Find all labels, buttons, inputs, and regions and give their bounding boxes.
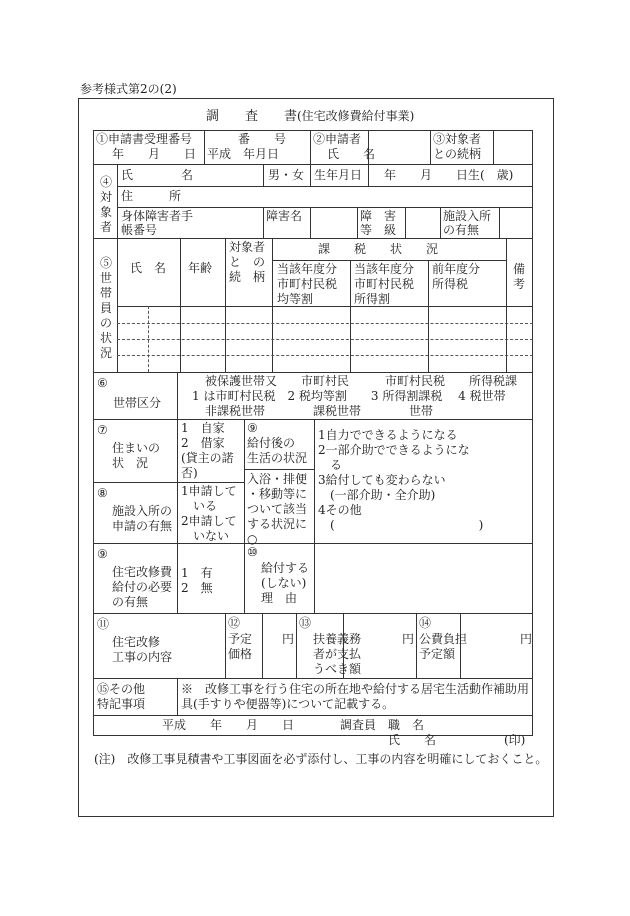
category-line-1: 被保護世帯又 市町村民 市町村民税 所得税課 xyxy=(205,374,518,388)
housing-status-options: 1 自家 2 借家 (貸主の諾 否) xyxy=(181,421,234,480)
investigator-title-label: 調査員 職 名 xyxy=(340,718,425,732)
grade-label: 障 害 xyxy=(360,209,397,223)
tax-equal-share-label: 当該年度分 市町村民税 均等割 xyxy=(277,262,338,306)
category-line-2: 1 は市町村民税 2 税均等割 3 所得割課税 4 税世帯 xyxy=(192,389,506,403)
sign-date: 平成 年 月 日 xyxy=(162,718,295,732)
disability-name-label: 障害名 xyxy=(266,209,303,223)
gender-label: 男・女 xyxy=(268,168,305,182)
age-label: 年齢 xyxy=(188,261,213,275)
handbook-label-2: 帳番号 xyxy=(121,223,158,237)
facility-label: 施設入所 xyxy=(443,209,492,223)
facility-label-2: の有無 xyxy=(443,223,480,237)
applicant-label: ②申請者 xyxy=(313,132,362,146)
post-benefit-living-label: 給付後の 生活の状況 xyxy=(247,436,308,465)
renovation-need-label: 住宅改修費 給付の必要 の有無 xyxy=(112,565,173,609)
special-notes-text: ※ 改修工事を行う住宅の所在地や給付する居宅生活動作補助用 具(手すりや便器等)について記載する。 xyxy=(181,682,530,711)
birth-date-label: 年 月 日生( 歳) xyxy=(384,168,514,182)
prior-income-tax-label: 前年度分 所得税 xyxy=(432,262,481,291)
planned-price-label: 予定 価格 xyxy=(228,632,253,661)
household-members-label: ⑤世帯員の状況 xyxy=(99,256,112,360)
relation-label: ③対象者 xyxy=(433,132,482,146)
facility-application-options: 1申請して いる 2申請して いない xyxy=(181,484,237,543)
heisei-date-label: 平成 年月日 xyxy=(207,147,280,161)
remarks-label: 備考 xyxy=(512,262,525,291)
support-yen-unit: 円 xyxy=(402,632,415,646)
facility-application-label: 施設入所の 申請の有無 xyxy=(112,504,173,533)
household-category-label: 世帯区分 xyxy=(113,396,162,410)
member-name-label: 氏 名 xyxy=(130,261,167,275)
renovation-content-label: 住宅改修 工事の内容 xyxy=(112,635,173,664)
post-benefit-living-options: 1自力でできるようになる 2一部介助でできるようにな る 3給付しても変わらない (一部介助・全介助) 4その他 ( ) xyxy=(318,428,484,532)
relation-to-target-label: 対象者と の続 柄 xyxy=(229,240,266,284)
section13-number: ⑬ xyxy=(299,616,312,630)
address-label: 住 所 xyxy=(121,189,182,203)
post-benefit-living-desc: 入浴・排便 ・移動等に ついて該当 する状況に ○ xyxy=(247,472,308,546)
birth-label: 生年月日 xyxy=(314,168,363,182)
target-person-label: ④対象者 xyxy=(99,175,112,234)
public-burden-label: 公費負担 予定額 xyxy=(419,632,468,661)
section7-number: ⑦ xyxy=(97,423,108,437)
form-title: 調 査 書 xyxy=(206,109,298,124)
investigator-name-label: 氏 名 xyxy=(388,733,437,747)
receipt-number-label: ①申請書受理番号 xyxy=(96,132,193,146)
section10-number: ⑩ xyxy=(247,545,258,559)
tax-income-share-label: 当該年度分 市町村民税 所得割 xyxy=(354,262,415,306)
category-line-3: 非課税世帯 課税世帯 世帯 xyxy=(205,404,434,418)
grade-label-2: 等 級 xyxy=(360,223,397,237)
number-label: 番 号 xyxy=(238,132,287,146)
section9-number: ⑨ xyxy=(247,421,258,435)
section6-number: ⑥ xyxy=(97,376,108,390)
benefit-reason-label: 給付する (しない) 理 由 xyxy=(261,561,310,605)
price-yen-unit: 円 xyxy=(282,632,295,646)
special-notes-label: ⑮その他 特記事項 xyxy=(97,682,146,711)
section11-number: ⑪ xyxy=(97,617,110,631)
section8-number: ⑧ xyxy=(97,486,108,500)
renovation-need-options: 1 有 2 無 xyxy=(181,566,213,595)
form-subtitle: (住宅改修費給付事業) xyxy=(297,109,415,123)
support-obligation-label: 扶養義務 者が支払 うべき額 xyxy=(313,632,362,676)
applicant-name-label: 氏 名 xyxy=(327,147,376,161)
section12-number: ⑫ xyxy=(228,616,241,630)
seal-mark: (印) xyxy=(504,733,526,747)
section9b-number: ⑨ xyxy=(97,547,108,561)
footnote: (注) 改修工事見積書や工事図面を必ず添付し、工事の内容を明確にしておくこと。 xyxy=(94,752,548,766)
name-label: 氏 名 xyxy=(121,168,194,182)
receipt-date-label: 年 月 日 xyxy=(112,147,197,161)
relation-label-2: との続柄 xyxy=(433,147,482,161)
housing-status-label: 住まいの 状 況 xyxy=(112,441,161,470)
form-label: 参考様式第2の(2) xyxy=(80,82,177,96)
public-yen-unit: 円 xyxy=(520,632,533,646)
tax-status-label: 課 税 状 況 xyxy=(318,242,439,256)
handbook-label: 身体障害者手 xyxy=(121,209,194,223)
section14-number: ⑭ xyxy=(419,616,432,630)
